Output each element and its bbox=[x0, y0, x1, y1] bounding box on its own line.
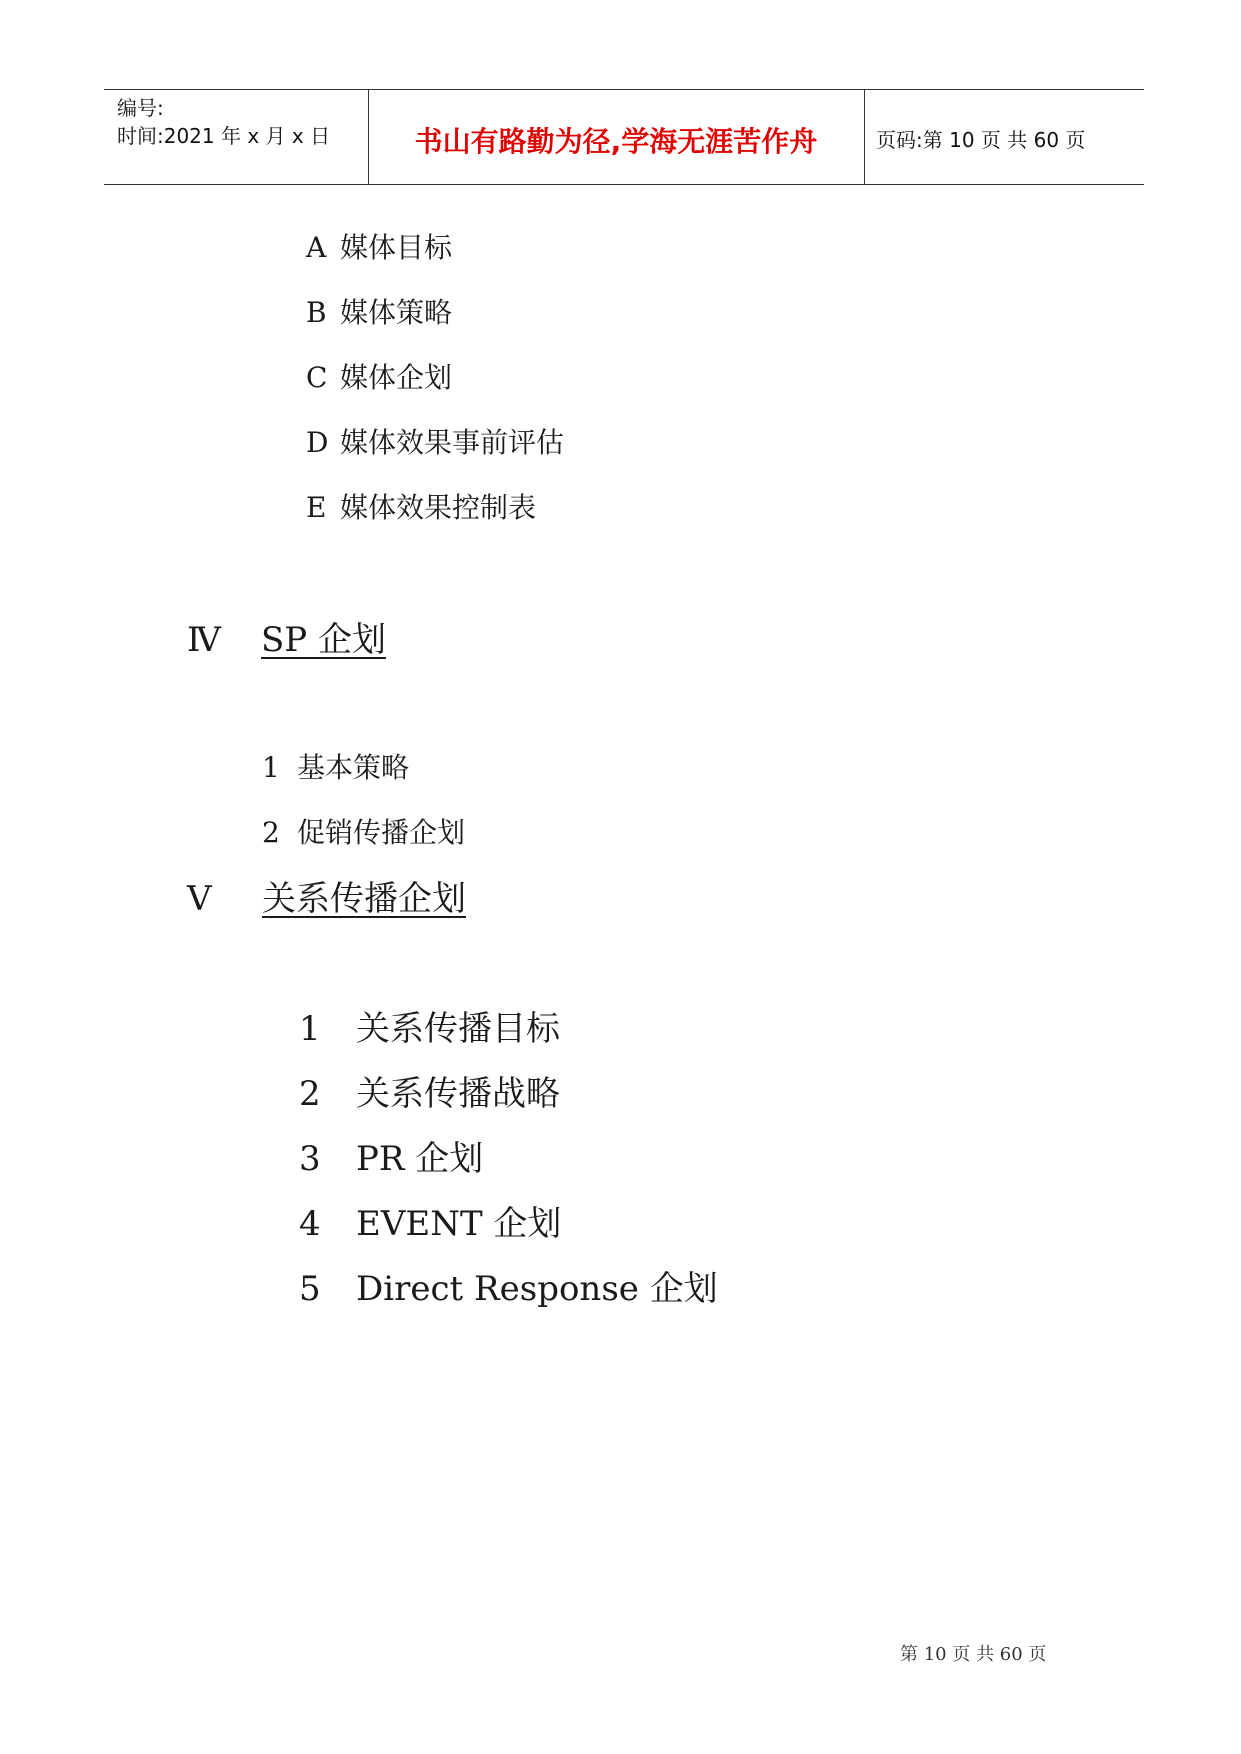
list-item bbox=[306, 226, 452, 266]
header-right-cell bbox=[864, 90, 1144, 184]
list-item bbox=[299, 1066, 560, 1115]
list-item bbox=[262, 811, 465, 851]
list-item bbox=[306, 421, 564, 461]
list-item bbox=[306, 291, 452, 331]
item-number: 4 bbox=[299, 1204, 321, 1244]
item-letter: C bbox=[306, 361, 328, 394]
section-heading-iv bbox=[187, 612, 386, 661]
item-letter: B bbox=[306, 296, 327, 329]
document-header bbox=[104, 89, 1144, 185]
time-label: 时间:2021 年 x 月 x 日 bbox=[117, 124, 331, 148]
item-letter: E bbox=[306, 491, 327, 524]
item-text: 媒体效果事前评估 bbox=[340, 426, 565, 459]
item-number: 1 bbox=[299, 1009, 321, 1049]
list-item bbox=[299, 1261, 718, 1310]
number-label: 编号: bbox=[117, 96, 164, 120]
item-text: 基本策略 bbox=[297, 751, 410, 784]
section-title: SP 企划 bbox=[261, 620, 386, 660]
list-item bbox=[306, 486, 536, 526]
list-item bbox=[262, 746, 409, 786]
header-left-cell bbox=[104, 90, 369, 184]
section-title: 关系传播企划 bbox=[262, 879, 466, 919]
section-numeral: Ⅴ bbox=[187, 879, 212, 919]
item-number: 5 bbox=[299, 1269, 321, 1309]
item-text: 媒体效果控制表 bbox=[340, 491, 537, 524]
header-page-info: 页码:第 10 页 共 60 页 bbox=[876, 128, 1086, 152]
item-letter: A bbox=[306, 231, 327, 264]
item-text: 媒体目标 bbox=[340, 231, 453, 264]
item-text: 关系传播战略 bbox=[356, 1074, 560, 1114]
section-numeral: Ⅳ bbox=[187, 620, 221, 660]
item-text: 促销传播企划 bbox=[297, 816, 466, 849]
motto: 书山有路勤为径,学海无涯苦作舟 bbox=[414, 125, 818, 158]
header-middle-cell bbox=[368, 90, 865, 184]
item-number: 2 bbox=[262, 816, 280, 849]
list-item bbox=[299, 1001, 560, 1050]
list-item bbox=[299, 1196, 561, 1245]
list-item bbox=[299, 1131, 483, 1180]
item-letter: D bbox=[306, 426, 329, 459]
item-text: 关系传播目标 bbox=[356, 1009, 560, 1049]
list-item bbox=[306, 356, 452, 396]
section-heading-v bbox=[187, 871, 466, 920]
item-text: 媒体企划 bbox=[340, 361, 453, 394]
footer-page-info: 第 10 页 共 60 页 bbox=[900, 1644, 1047, 1665]
item-number: 3 bbox=[299, 1139, 321, 1179]
item-number: 2 bbox=[299, 1074, 321, 1114]
item-text: EVENT 企划 bbox=[356, 1204, 562, 1244]
item-text: PR 企划 bbox=[356, 1139, 484, 1179]
item-text: 媒体策略 bbox=[340, 296, 453, 329]
item-text: Direct Response 企划 bbox=[356, 1269, 718, 1309]
item-number: 1 bbox=[262, 751, 280, 784]
